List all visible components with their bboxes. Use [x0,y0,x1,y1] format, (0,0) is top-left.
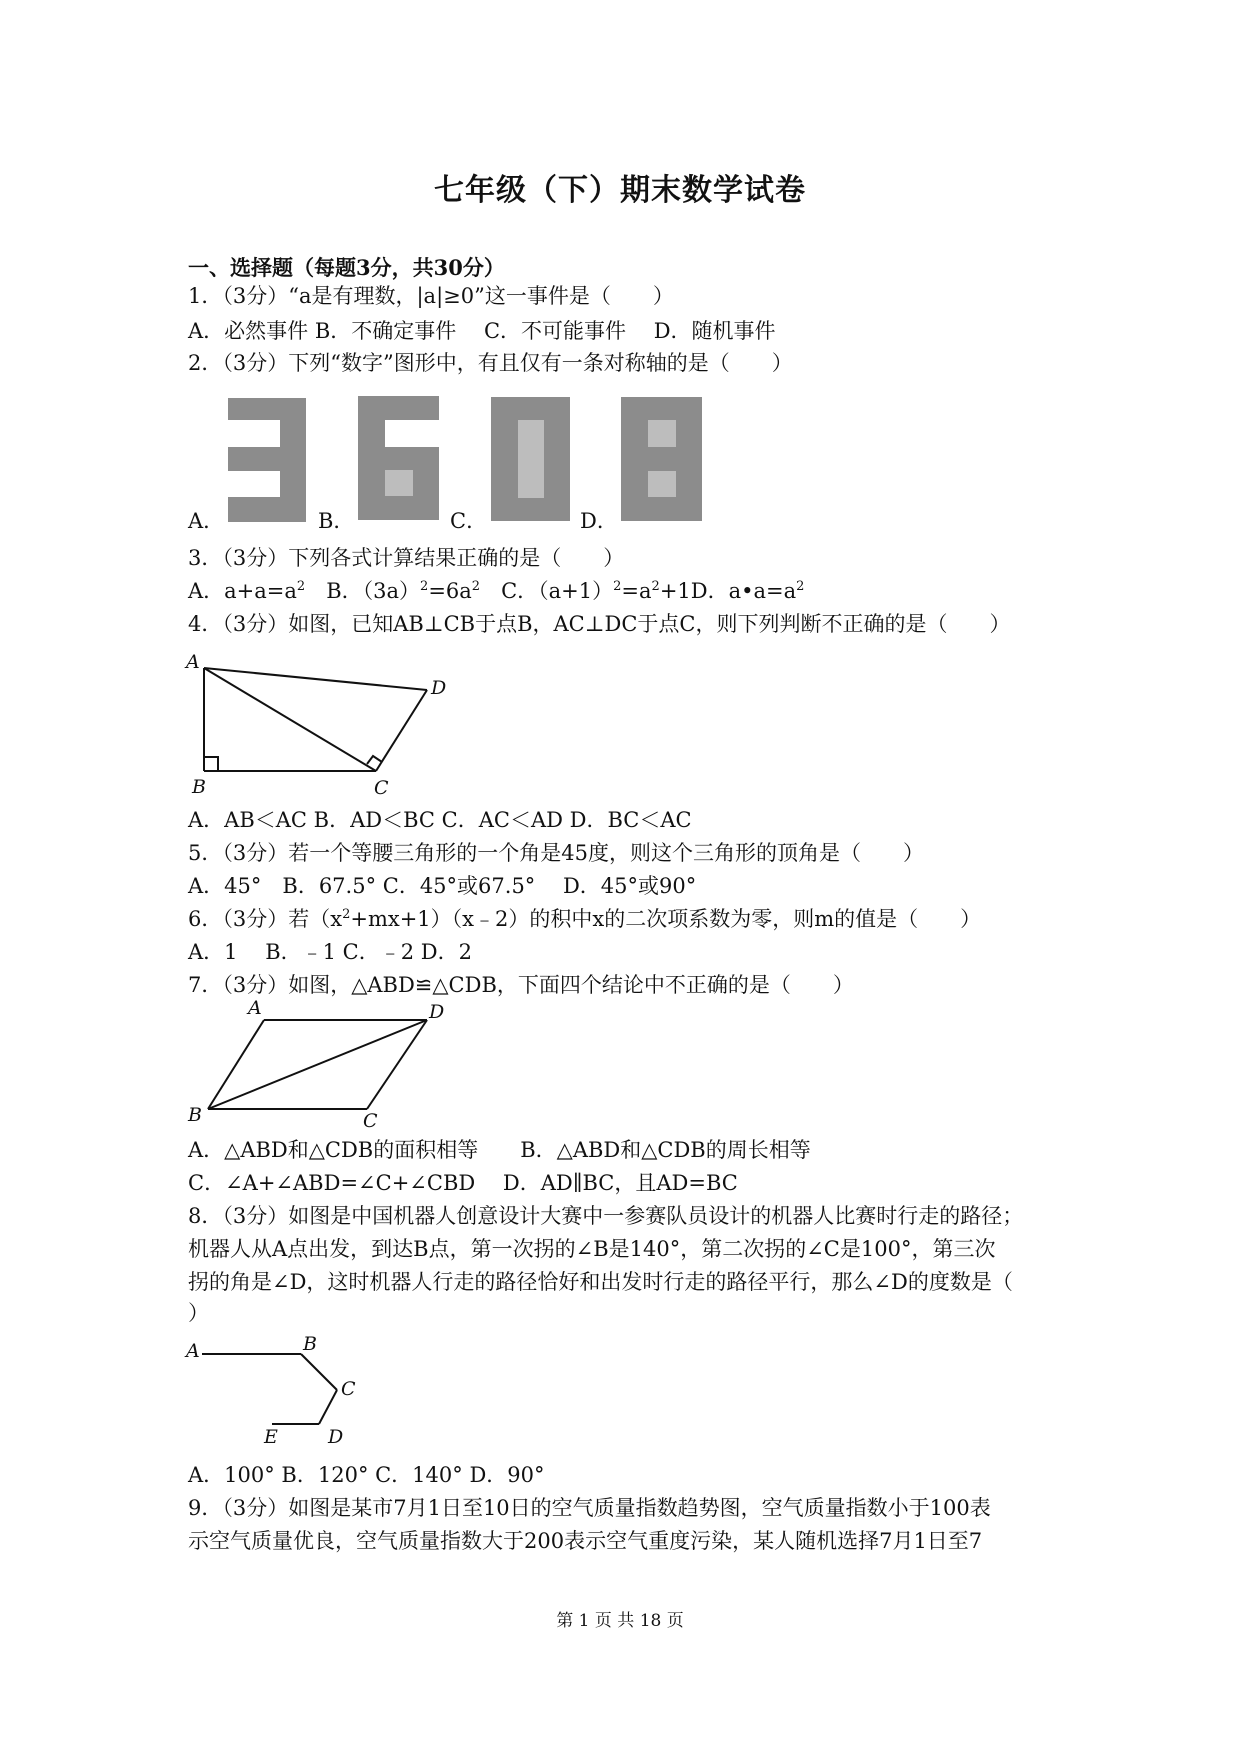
q3-exponent: 2 [471,579,481,594]
question-5-stem: 5．（3分）若一个等腰三角形的一个角是45度，则这个三角形的顶角是（ ） [188,841,924,865]
right-angle-marker-b [204,757,218,771]
question-6-options: A．1 B．﹣1 C．﹣2 D．2 [188,940,472,964]
q6-exponent: 2 [342,907,351,922]
question-7-options-row-1: A．△ABD和△CDB的面积相等 B．△ABD和△CDB的周长相等 [188,1138,811,1162]
question-2-option-c-label: C． [450,509,488,533]
fig4-label-b: B [192,776,206,798]
question-2-option-b-label: B． [318,509,355,533]
question-2-option-d-label: D． [580,509,618,533]
question-5-options: A．45° B．67.5° C．45°或67.5° D．45°或90° [188,874,697,898]
fig7-label-c: C [363,1110,378,1130]
q6-stem-start: 6．（3分）若（x [188,907,343,931]
page-title: 七年级（下）期末数学试卷 [434,173,806,208]
question-3-options [188,578,804,604]
q3-option-b-rest: =6a [428,579,472,603]
q3-exponent: 2 [613,579,622,594]
q3-exponent: 2 [651,579,660,594]
digit-3-icon [228,398,306,522]
q3-option-b: B．（3a） [305,579,421,603]
question-1-stem: 1．（3分）“a是有理数，|a|≥0”这一事件是（ ） [188,284,674,308]
question-4-stem: 4．（3分）如图，已知AB⊥CB于点B，AC⊥DC于点C，则下列判断不正确的是（ ） [188,612,1011,636]
question-3-stem: 3．（3分）下列各式计算结果正确的是（ ） [188,546,625,570]
question-4-options: A．AB＜AC B．AD＜BC C．AC＜AD D．BC＜AC [188,808,692,832]
digit-8-icon [621,397,702,521]
question-7-options-row-2: C．∠A+∠ABD=∠C+∠CBD D．AD∥BC，且AD=BC [188,1171,738,1195]
q3-option-d: +1D．a•a=a [659,579,797,603]
question-4-figure [180,648,470,798]
segment-ad [204,668,427,690]
question-8-options: A．100° B．120° C．140° D．90° [188,1463,545,1487]
question-1-options: A．必然事件 B．不确定事件 C．不可能事件 D．随机事件 [188,319,776,343]
fig7-label-d: D [429,1001,445,1023]
fig4-label-d: D [431,677,447,699]
q3-exponent: 2 [796,579,805,594]
fig8-label-a: A [186,1340,200,1362]
question-2-stem: 2．（3分）下列“数字”图形中，有且仅有一条对称轴的是（ ） [188,351,793,375]
question-2-option-a-label: A． [188,509,225,533]
segment-ab [208,1020,264,1109]
digit-6-icon [358,396,439,520]
question-8-line-1: 8．（3分）如图是中国机器人创意设计大赛中一参赛队员设计的机器人比赛时行走的路径； [188,1204,1024,1228]
fig4-label-c: C [374,777,389,798]
question-8-figure [180,1330,380,1450]
fig8-label-b: B [303,1333,317,1355]
q3-exponent: 2 [420,579,429,594]
fig7-label-a: A [248,1000,262,1019]
question-8-line-3: 拐的角是∠D，这时机器人行走的路径恰好和出发时行走的路径平行，那么∠D的度数是（ [188,1270,1013,1294]
fig4-label-a: A [186,651,200,673]
q3-option-a: A．a+a=a [188,579,297,603]
question-9-line-2: 示空气质量优良，空气质量指数大于200表示空气重度污染，某人随机选择7月1日至7 [188,1529,983,1553]
digit-0-icon [491,397,570,521]
segment-cd [319,1390,337,1424]
segment-ac [204,668,376,771]
question-8-line-2: 机器人从A点出发，到达B点，第一次拐的∠B是140°，第二次拐的∠C是100°，第三次 [188,1237,996,1261]
segment-bd [208,1020,427,1109]
fig8-label-d: D [328,1426,344,1448]
q3-option-c-rest: =a [621,579,652,603]
question-7-stem: 7．（3分）如图，△ABD≌△CDB，下面四个结论中不正确的是（ ） [188,973,854,997]
fig7-label-b: B [188,1104,202,1126]
section-heading: 一、选择题（每题3分，共30分） [188,255,505,280]
question-9-line-1: 9．（3分）如图是某市7月1日至10日的空气质量指数趋势图，空气质量指数小于100表 [188,1496,991,1520]
question-6-stem [188,906,981,932]
right-angle-marker-c [367,756,382,764]
question-7-figure [180,1000,460,1130]
q6-stem-end: +mx+1）（x﹣2）的积中x的二次项系数为零，则m的值是（ ） [350,907,982,931]
fig8-label-e: E [264,1426,278,1448]
q3-option-c: C．（a+1） [480,579,614,603]
segment-dc [367,1020,427,1109]
question-8-line-4: ） [188,1301,209,1325]
segment-cd [376,690,427,771]
page-footer: 第 1 页 共 18 页 [556,1611,684,1631]
segment-bc [301,1354,337,1390]
fig8-label-c: C [341,1378,356,1400]
q3-exponent: 2 [296,579,306,594]
